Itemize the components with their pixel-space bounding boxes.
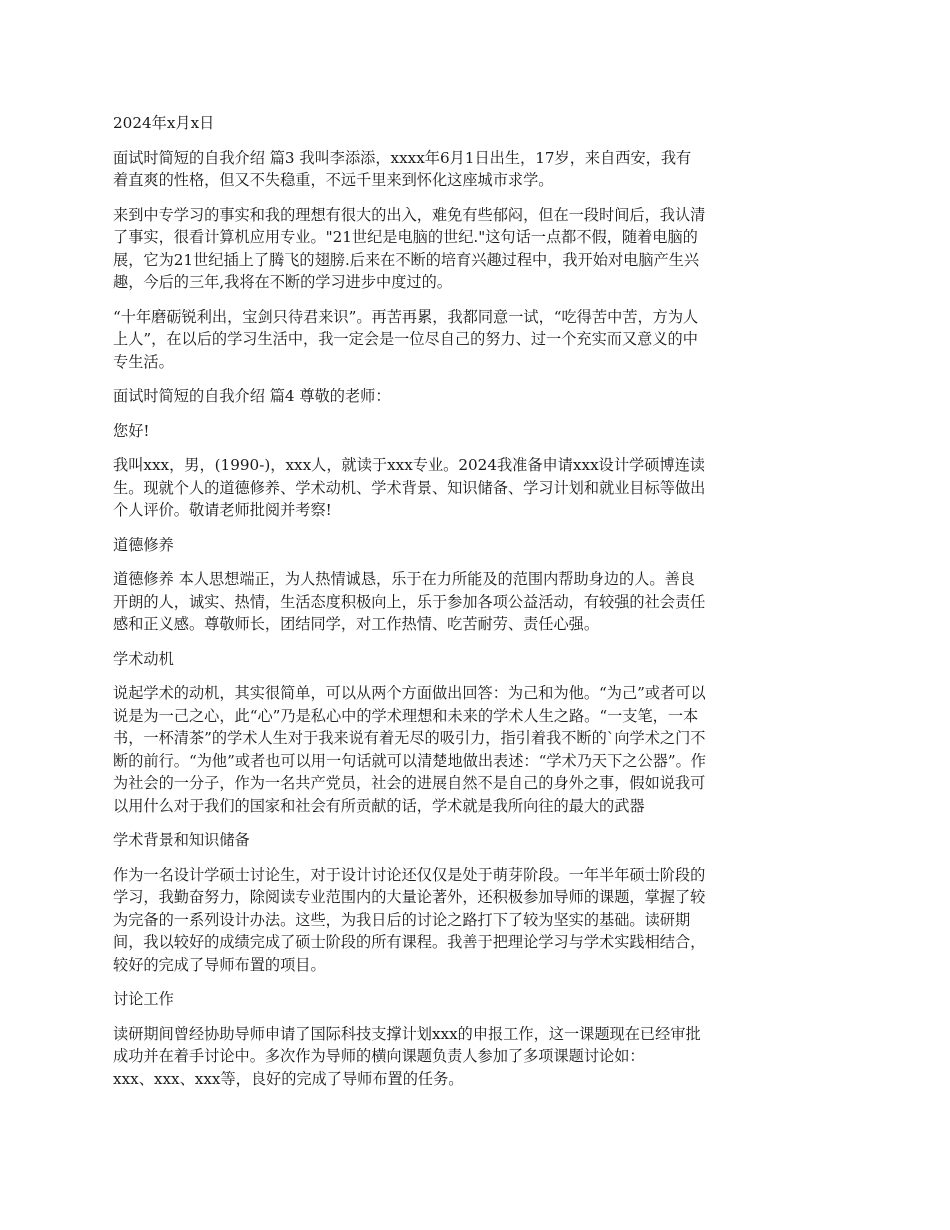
text-line: 专生活。: [113, 352, 174, 371]
text-line: 感和正义感。尊敬师长，团结同学，对工作热情、吃苦耐劳、责任心强。: [113, 615, 599, 633]
document-page: [113, 112, 841, 1102]
motivation-paragraph: [113, 682, 841, 817]
intro-3-heading-paragraph: [113, 147, 841, 192]
text-line: 我叫xxx，男，(1990-)，xxx人，就读于xxx专业。2024我准备申请xxx设计学硕博连读: [113, 456, 705, 474]
text-line: 以用什么对于我们的国家和社会有所贡献的话，学术就是我所向往的最大的武器: [113, 796, 645, 815]
text-line: 生。现就个人的道德修养、学术动机、学术背景、知识储备、学习计划和就业目标等做出: [113, 478, 706, 497]
text-line: 成功并在着手讨论中。多次作为导师的横向课题负责人参加了多项课题讨论如：: [113, 1047, 645, 1065]
text-line: 着直爽的性格，但又不失稳重，不远千里来到怀化这座城市求学。: [113, 171, 554, 189]
text-line: 说是为一己之心，此“心”乃是私心中的学术理想和未来的学术人生之路。“一支笔，一本: [113, 706, 699, 725]
text-line: 学术背景和知识储备: [113, 831, 250, 849]
computer-study-paragraph: [113, 204, 841, 294]
text-line: 面试时简短的自我介绍 篇4 尊敬的老师：: [113, 387, 391, 405]
intro-4-heading-paragraph: [113, 385, 841, 408]
text-line: 断的前行。“为他”或者也可以用一句话就可以清楚地做出表述：“学术乃天下之公器”。作: [113, 751, 706, 770]
text-line: 个人评价。敬请老师批阅并考察!: [113, 501, 332, 519]
text-line: 学习，我勤奋努力，除阅读专业范围内的大量论著外，还积极参加导师的课题，掌握了较: [113, 888, 706, 906]
morality-heading: [113, 534, 841, 557]
research-paragraph: [113, 1023, 841, 1091]
motto-paragraph: [113, 306, 841, 374]
text-line: 为完备的一系列设计办法。这些，为我日后的讨论之路打下了较为坚实的基础。读研期: [113, 910, 691, 929]
text-line: 开朗的人，诚实、热情，生活态度积极向上，乐于参加各项公益活动，有较强的社会责任: [113, 592, 706, 611]
text-line: 趣，今后的三年,我将在不断的学习进步中度过的。: [113, 273, 452, 291]
text-line: 道德修养 本人思想端正，为人热情诚恳，乐于在力所能及的范围内帮助身边的人。善良: [113, 570, 695, 588]
text-line: xxx、xxx、xxx等，良好的完成了导师布置的任务。: [113, 1069, 464, 1088]
text-line: 作为一名设计学硕士讨论生，对于设计讨论还仅仅是处于萌芽阶段。一年半年硕士阶段的: [113, 865, 706, 884]
text-line: 来到中专学习的事实和我的理想有很大的出入，难免有些郁闷，但在一段时间后，我认清: [113, 205, 706, 224]
text-line: “十年磨砺锐利出，宝剑只待君来识”。再苦再累，我都同意一试，“吃得苦中苦，方为人: [113, 307, 699, 326]
text-line: 书，一杯清茶”的学术人生对于我来说有着无尽的吸引力，指引着我不断的`向学术之门不: [113, 729, 706, 747]
text-line: 您好!: [113, 421, 150, 440]
text-line: 学术动机: [113, 649, 174, 668]
text-line: 间，我以较好的成绩完成了硕士阶段的所有课程。我善于把理论学习与学术实践相结合，: [113, 933, 706, 951]
text-line: 较好的完成了导师布置的项目。: [113, 955, 326, 974]
text-line: 讨论工作: [113, 990, 174, 1008]
text-line: 为社会的一分子，作为一名共产党员，社会的进展自然不是自己的身外之事，假如说我可: [113, 774, 706, 792]
background-paragraph: [113, 864, 841, 977]
applicant-paragraph: [113, 454, 841, 522]
background-heading: [113, 829, 841, 852]
text-line: 说起学术的动机，其实很简单，可以从两个方面做出回答：为己和为他。“为己”或者可以: [113, 684, 706, 702]
motivation-heading: [113, 648, 841, 671]
text-line: 了事实，很看计算机应用专业。"21世纪是电脑的世纪."这句话一点都不假，随着电脑的: [113, 228, 698, 246]
text-line: 面试时简短的自我介绍 篇3 我叫李添添，xxxx年6月1日出生，17岁，来自西安，我有: [113, 148, 692, 167]
text-line: 读研期间曾经协助导师申请了国际科技支撑计划xxx的申报工作，这一课题现在已经审批: [113, 1024, 701, 1043]
text-line: 展，它为21世纪插上了腾飞的翅膀.后来在不断的培育兴趣过程中，我开始对电脑产生兴: [113, 250, 700, 269]
date-line: [113, 112, 841, 135]
text-line: 上人”，在以后的学习生活中，我一定会是一位尽自己的努力、过一个充实而又意义的中: [113, 330, 698, 348]
text-line: 2024年x月x日: [113, 114, 215, 132]
morality-paragraph: [113, 568, 841, 636]
text-line: 道德修养: [113, 535, 174, 554]
research-heading: [113, 988, 841, 1011]
greeting-paragraph: [113, 420, 841, 443]
